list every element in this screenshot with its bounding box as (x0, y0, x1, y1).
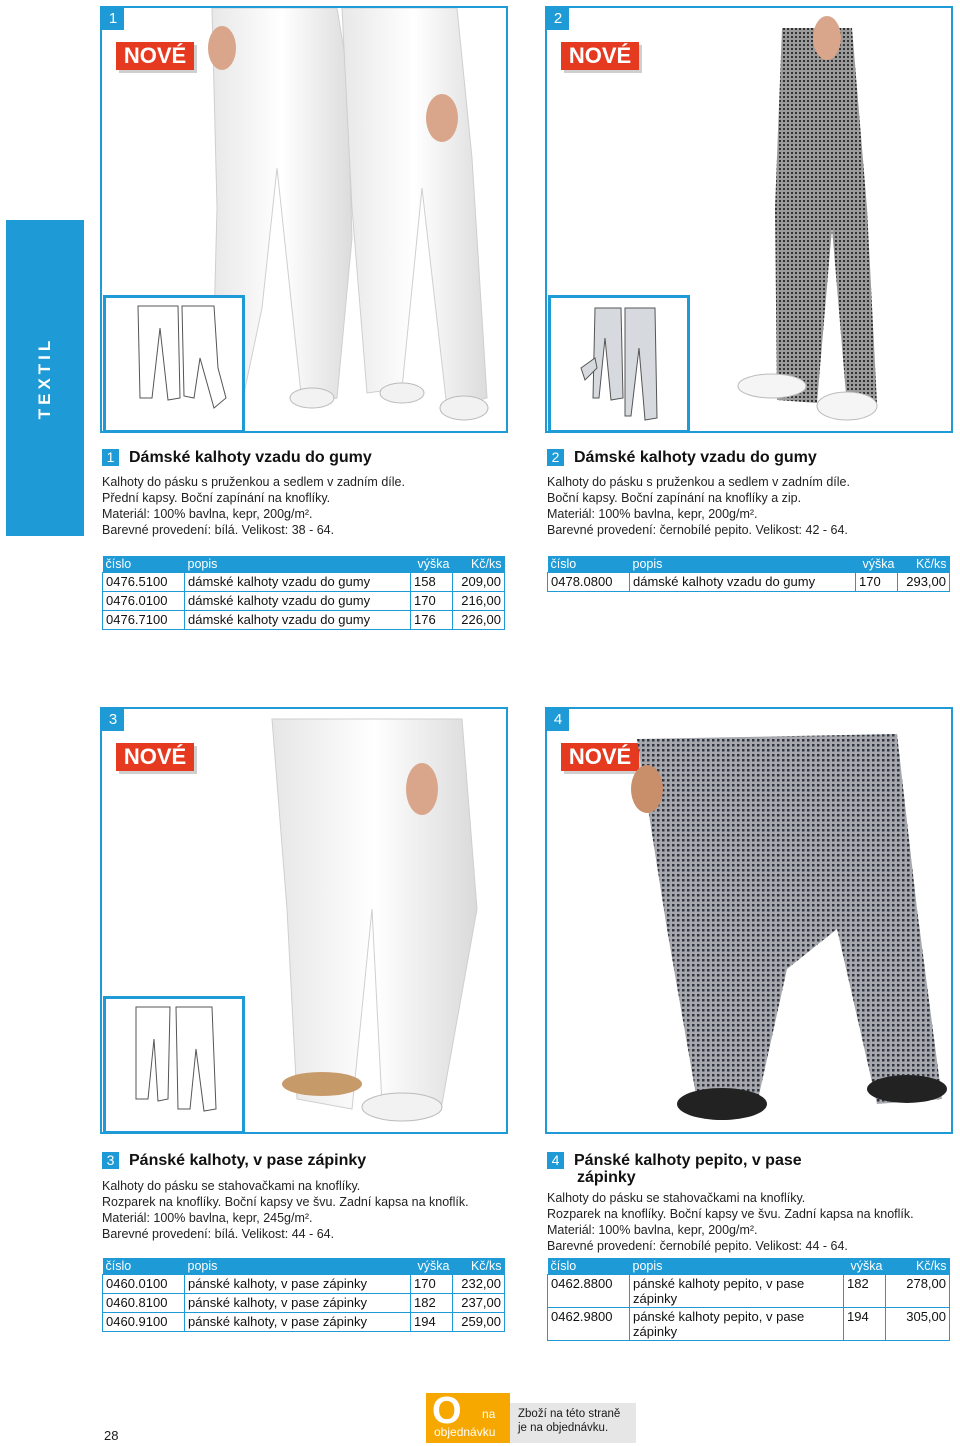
section-tab-label: TEXTIL (35, 336, 54, 420)
table-row: 0460.9100 pánské kalhoty, v pase zápinky 194 259,00 (103, 1313, 505, 1332)
new-badge: NOVÉ (561, 743, 639, 771)
product-2-description: Kalhoty do pásku s pruženkou a sedlem v zadním díle. Boční kapsy. Boční zapínání na knoflíky a zip. Materiál: 100% bavlna, kepr, 200g/m². Barevné provedení: černobílé pepito. Velikost: 42 - 64. (547, 475, 850, 537)
trousers-sketch-icon (106, 298, 242, 430)
product-4-photo (545, 707, 953, 1134)
table-row: 0460.8100 pánské kalhoty, v pase zápinky 182 237,00 (103, 1294, 505, 1313)
product-2-number: 2 (547, 8, 569, 30)
product-1-description: Kalhoty do pásku s pruženkou a sedlem v zadním díle. Přední kapsy. Boční zapínání na knoflíky. Materiál: 100% bavlna, kepr, 200g/m². Barevné provedení: bílá. Velikost: 38 - 64. (102, 475, 405, 537)
table-row: 0460.0100 pánské kalhoty, v pase zápinky 170 232,00 (103, 1275, 505, 1294)
table-header: číslo popis výška Kč/ks (548, 556, 950, 573)
product-3-sketch (103, 996, 245, 1134)
product-1-title: 1 Dámské kalhoty vzadu do gumy (102, 449, 372, 466)
order-note: Zboží na této straně je na objednávku. (510, 1403, 636, 1443)
product-1-number: 1 (102, 8, 124, 30)
table-row: 0476.7100 dámské kalhoty vzadu do gumy 176 226,00 (103, 611, 505, 630)
product-1-sketch (103, 295, 245, 433)
product-3-description: Kalhoty do pásku se stahovačkami na knoflíky. Rozparek na knoflíky. Boční kapsy ve švu. Zadní kapsa na knoflík. Materiál: 100% bavlna, kepr, 245g/m². Barevné provedení: bílá. Velikost: 44 - 64. (102, 1179, 469, 1241)
section-tab (6, 220, 84, 536)
product-2-title: 2 Dámské kalhoty vzadu do gumy (547, 449, 817, 466)
product-4-description: Kalhoty do pásku se stahovačkami na knoflíky. Rozparek na knoflíky. Boční kapsy ve švu. Zadní kapsa na knoflík. Materiál: 100% bavlna, kepr, 200g/m². Barevné provedení: černobílé pepito. Velikost: 44 - 64. (547, 1191, 914, 1253)
pepito-mens-trousers-illustration (547, 709, 951, 1132)
page-number: 28 (104, 1428, 119, 1443)
order-badge: O na objednávku (426, 1393, 510, 1443)
table-header: číslo popis výška Kč/ks (548, 1258, 950, 1275)
product-2-photo (545, 6, 953, 433)
product-1-photo (100, 6, 508, 433)
product-2-price-table (547, 556, 950, 592)
product-3-number: 3 (102, 709, 124, 731)
product-1-price-table (102, 556, 505, 630)
trousers-sketch-icon (106, 999, 242, 1131)
new-badge: NOVÉ (116, 42, 194, 70)
new-badge: NOVÉ (116, 743, 194, 771)
order-badge-letter: O (432, 1390, 462, 1432)
table-row: 0478.0800 dámské kalhoty vzadu do gumy 170 293,00 (548, 573, 950, 592)
product-3-title: 3 Pánské kalhoty, v pase zápinky (102, 1152, 366, 1169)
product-4-price-table (547, 1258, 950, 1341)
table-row: 0476.5100 dámské kalhoty vzadu do gumy 158 209,00 (103, 573, 505, 592)
table-row: 0462.8800 pánské kalhoty pepito, v pase zápinky 182 278,00 (548, 1275, 950, 1308)
product-4-number: 4 (547, 709, 569, 731)
trousers-sketch-icon (551, 298, 687, 430)
table-row: 0476.0100 dámské kalhoty vzadu do gumy 170 216,00 (103, 592, 505, 611)
product-2-sketch (548, 295, 690, 433)
product-4-title: 4 Pánské kalhoty pepito, v pase zápinky (547, 1152, 847, 1186)
product-3-photo (100, 707, 508, 1134)
table-row: 0462.9800 pánské kalhoty pepito, v pase zápinky 194 305,00 (548, 1308, 950, 1341)
table-header: číslo popis výška Kč/ks (103, 1258, 505, 1275)
new-badge: NOVÉ (561, 42, 639, 70)
product-3-price-table (102, 1258, 505, 1332)
table-header: číslo popis výška Kč/ks (103, 556, 505, 573)
